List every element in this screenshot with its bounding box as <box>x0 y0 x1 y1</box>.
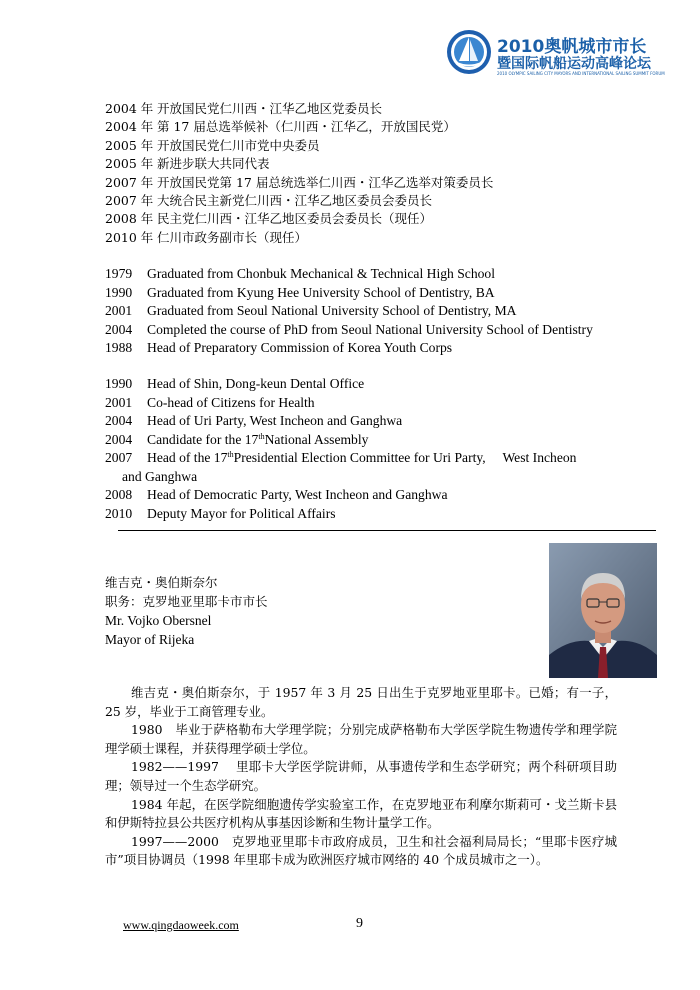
list-item: 2005 年 开放国民党仁川市党中央委员 <box>105 137 320 153</box>
list-item: 2010 年 仁川市政务副市长（现任） <box>105 229 308 245</box>
page-number: 9 <box>356 916 363 931</box>
list-item: 2007 年 大统合民主新党仁川西・江华乙地区委员会委员长 <box>105 193 433 209</box>
logo-title: 2010奥帆城市市长 <box>497 37 647 57</box>
list-item: 1979 Graduated from Chonbuk Mechanical & Technical High School <box>105 266 495 281</box>
list-item: 2004 年 第 17 届总选举候补（仁川西・江华乙，开放国民党） <box>105 119 456 135</box>
list-item: 1990 Graduated from Kyung Hee University School of Dentistry, BA <box>105 284 495 300</box>
section-divider <box>118 530 656 531</box>
name-en: Mr. Vojko Obersnel <box>105 613 212 628</box>
career-list-zh <box>105 100 493 247</box>
list-item: 2008 Head of Democratic Party, West Incheon and Ganghwa <box>105 487 448 503</box>
portrait-photo <box>549 543 657 678</box>
bio-paragraph: 1982——1997 里耶卡大学医学院讲师，从事遗传学和生态学研究；两个科研项目助理；领导过一个生态学研究。 <box>105 759 617 793</box>
list-item: 2007 Head of the 17thPresidential Election Committee for Uri Party, West Incheon and Ganghwa <box>105 450 577 484</box>
list-item: 2008 年 民主党仁川西・江华乙地区委员会委员长（现任） <box>105 211 433 227</box>
bio-paragraph: 1984 年起，在医学院细胞遗传学实验室工作，在克罗地亚布利摩尔斯莉可・戈兰斯卡县和伊斯特拉县公共医疗机构从事基因诊断和生物计量学工作。 <box>105 796 617 831</box>
logo-subtitle: 暨国际帆船运动高峰论坛 <box>497 56 651 72</box>
list-item: 1988 Head of Preparatory Commission of Korea Youth Corps <box>105 340 453 356</box>
bio-paragraph: 1997——2000 克罗地亚里耶卡市政府成员，卫生和社会福利局局长；“里耶卡医疗城市”项目协调员（1998 年里耶卡成为欧洲医疗城市网络的 40 个成员城市之一）。 <box>105 833 617 868</box>
forum-logo <box>445 28 675 80</box>
list-item: 1990 Head of Shin, Dong-keun Dental Office <box>105 376 365 391</box>
list-item: 2004 年 开放国民党仁川西・江华乙地区党委员长 <box>105 101 383 116</box>
name-zh: 维吉克・奥伯斯奈尔 <box>105 575 218 590</box>
list-item: 2004 Completed the course of PhD from Seoul National University School of Dentistry <box>105 321 593 337</box>
title-zh: 职务：克罗地亚里耶卡市市长 <box>105 594 268 609</box>
list-item: 2004 Candidate for the 17thNational Assembly <box>105 431 369 447</box>
footer-website-link[interactable]: www.qingdaoweek.com <box>123 918 239 932</box>
list-item: 2005 年 新进步联大共同代表 <box>105 156 270 172</box>
profile-intro <box>105 573 268 649</box>
bio-paragraph: 维吉克・奥伯斯奈尔，于 1957 年 3 月 25 日出生于克罗地亚里耶卡。已婚；有一子，25 岁，毕业于工商管理专业。 <box>105 685 617 719</box>
bio-paragraph: 1980 毕业于萨格勒布大学理学院；分别完成萨格勒布大学医学院生物遗传学和理学院理学硕士课程，并获得理学硕士学位。 <box>105 722 617 756</box>
forum-emblem-icon <box>445 28 493 76</box>
logo-english-caption: 2010 OLYMPIC SAILING CITY MAYORS AND INTERNATIONAL SAILING SUMMIT FORUM <box>497 71 665 76</box>
list-item: 2007 年 开放国民党第 17 届总统选举仁川西・江华乙选举对策委员长 <box>105 174 494 190</box>
list-item: 2001 Graduated from Seoul National University School of Dentistry, MA <box>105 303 517 319</box>
list-item: 2004 Head of Uri Party, West Incheon and Ganghwa <box>105 413 403 429</box>
career-list-en <box>105 375 625 524</box>
biography-zh <box>105 684 617 870</box>
education-list-en <box>105 265 593 358</box>
list-item: 2010 Deputy Mayor for Political Affairs <box>105 505 336 521</box>
title-en: Mayor of Rijeka <box>105 632 195 647</box>
list-item: 2001 Co-head of Citizens for Health <box>105 394 315 410</box>
